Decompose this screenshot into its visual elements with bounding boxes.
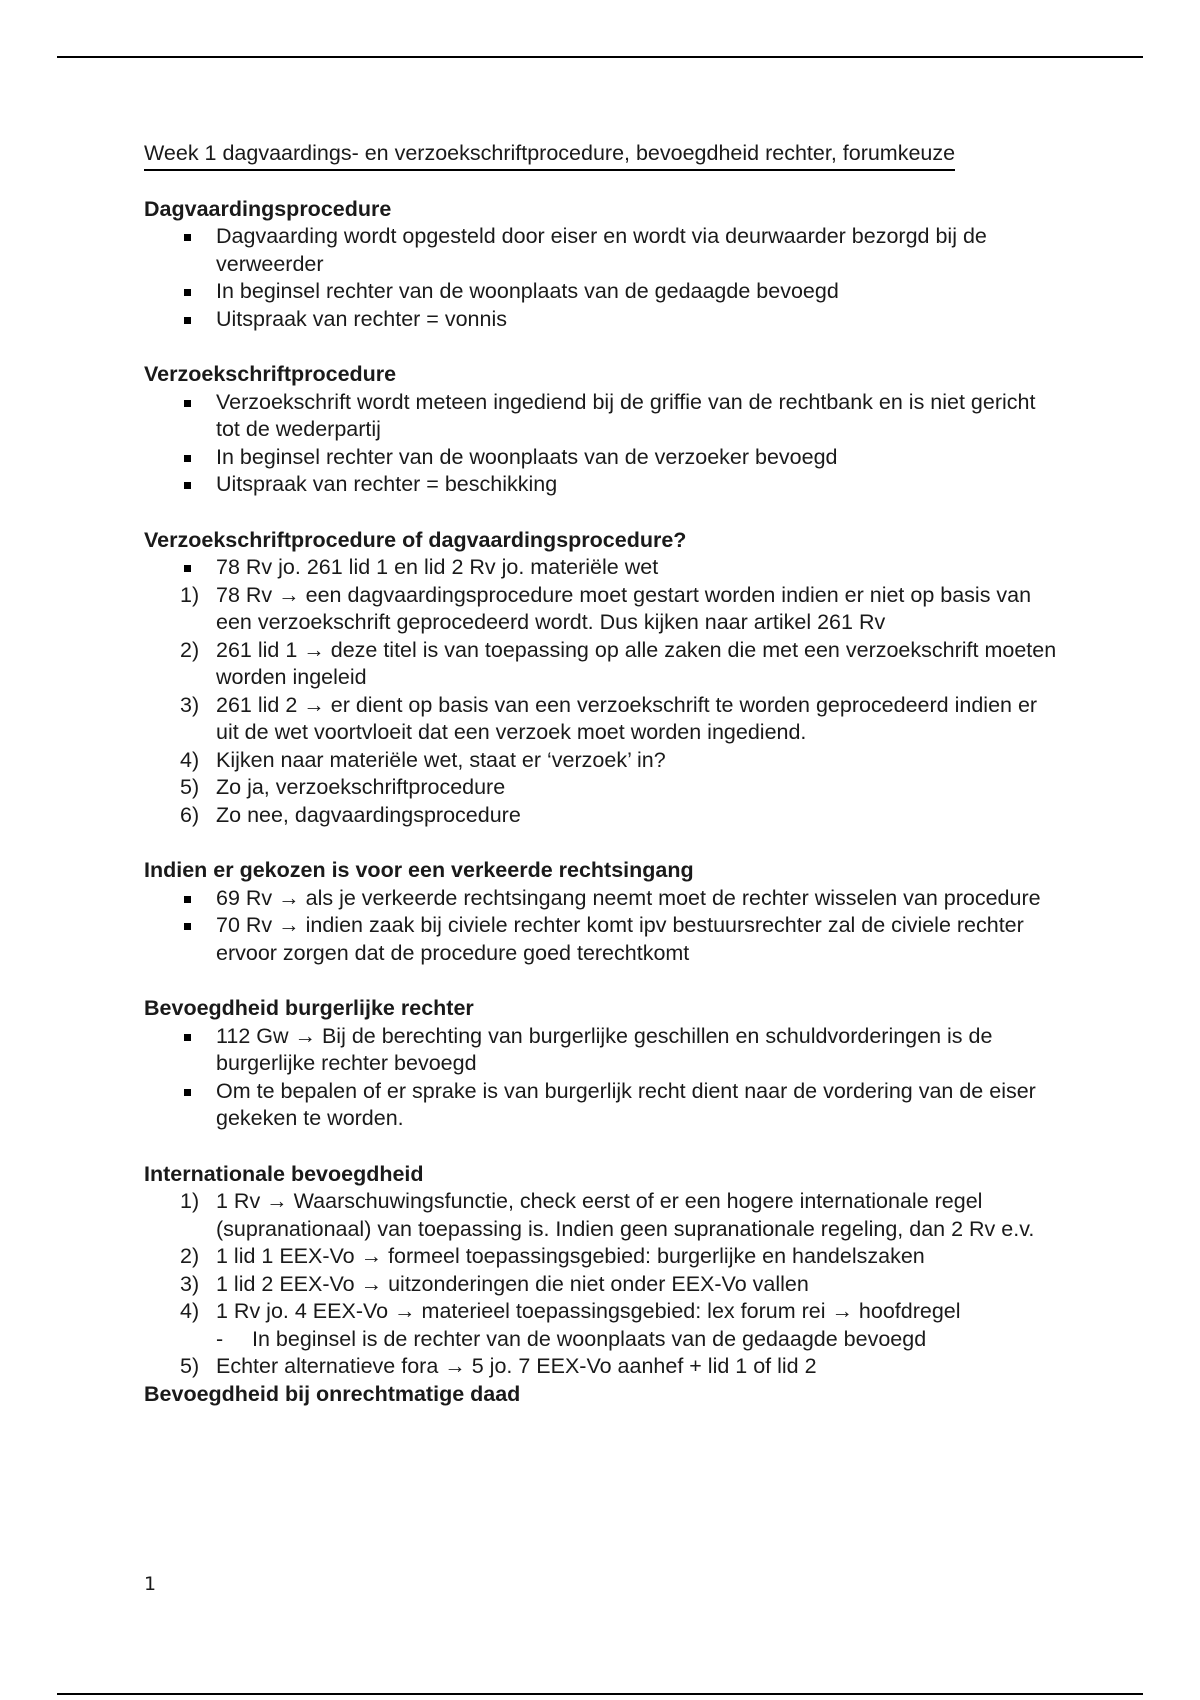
section-internationale-bevoegdheid (144, 1161, 1064, 1381)
list-item (144, 802, 1064, 830)
list-number: 6) (180, 802, 200, 827)
list-item-text: In beginsel rechter van de woonplaats van de gedaagde bevoegd (216, 279, 839, 303)
bullet-icon (184, 317, 191, 324)
mixed-list (144, 554, 1064, 829)
list-item-text: 112 Gw → Bij de berechting van burgerlijke geschillen en schuldvorderingen is de burgerlijke rechter bevoegd (216, 1023, 993, 1075)
list-number: 5) (180, 1354, 200, 1378)
list-item-text: Uitspraak van rechter = beschikking (216, 472, 558, 496)
list-number: 2) (180, 1244, 200, 1268)
list-item (144, 885, 1064, 913)
list-item (144, 912, 1064, 967)
bullet-icon (184, 400, 191, 407)
list-item (144, 223, 1064, 278)
page-number: 1 (144, 1573, 157, 1595)
footer-rule (57, 1693, 1143, 1695)
list-item (144, 1353, 1064, 1381)
bullet-icon (184, 234, 191, 241)
bullet-list (144, 1023, 1064, 1133)
list-item (144, 692, 1064, 747)
list-item-text: 1 Rv → Waarschuwingsfunctie, check eerst of er een hogere internationale regel (supranationaal) van toepassing is. Indien geen supranationale regeling, dan 2 Rv e.v. (216, 1189, 1035, 1241)
bullet-icon (184, 1034, 191, 1041)
list-item-text: 261 lid 1 → deze titel is van toepassing op alle zaken die met een verzoekschrift moeten worden ingeleid (216, 637, 1057, 689)
list-item (144, 306, 1064, 334)
bullet-icon (184, 896, 191, 903)
list-item-text: Dagvaarding wordt opgesteld door eiser en wordt via deurwaarder bezorgd bij de verweerder (216, 224, 987, 276)
list-item-text: Zo nee, dagvaardingsprocedure (216, 802, 521, 827)
section-heading: Indien er gekozen is voor een verkeerde rechtsingang (144, 858, 694, 882)
bullet-list (144, 885, 1064, 968)
list-item (144, 1023, 1064, 1078)
list-item-text: 78 Rv jo. 261 lid 1 en lid 2 Rv jo. materiële wet (216, 555, 659, 579)
bullet-icon (184, 565, 191, 572)
list-item-text: Kijken naar materiële wet, staat er ‘verzoek’ in? (216, 747, 666, 772)
bullet-icon (184, 289, 191, 296)
list-item (144, 471, 1064, 499)
list-number: 4) (180, 747, 200, 772)
section-procedure-keuze (144, 527, 1064, 830)
list-item (144, 582, 1064, 637)
list-number: 3) (180, 1271, 200, 1296)
list-item-text: Uitspraak van rechter = vonnis (216, 306, 507, 331)
list-item (144, 1243, 1064, 1271)
list-item-text: In beginsel is de rechter van de woonplaats van de gedaagde bevoegd (252, 1326, 927, 1351)
bullet-icon (184, 1089, 191, 1096)
dash-marker: - (216, 1326, 224, 1351)
list-item (144, 389, 1064, 444)
list-number: 1) (180, 1189, 200, 1213)
list-number: 1) (180, 582, 200, 607)
list-item (144, 774, 1064, 802)
list-item (144, 747, 1064, 775)
list-number: 2) (180, 637, 200, 662)
list-item-text: 1 lid 2 EEX-Vo → uitzonderingen die niet onder EEX-Vo vallen (216, 1271, 809, 1296)
list-item (144, 637, 1064, 692)
list-item-text: 261 lid 2 → er dient op basis van een verzoekschrift te worden geprocedeerd indien er uit de wet voortvloeit dat een verzoek moet worden ingediend. (216, 692, 1038, 744)
section-verzoekschriftprocedure (144, 361, 1064, 499)
bullet-icon (184, 923, 191, 930)
section-heading: Dagvaardingsprocedure (144, 196, 392, 221)
bullet-icon (184, 482, 191, 489)
list-item-text: In beginsel rechter van de woonplaats van de verzoeker bevoegd (216, 444, 838, 469)
list-number: 5) (180, 775, 200, 799)
section-verkeerde-rechtsingang (144, 857, 1064, 967)
section-heading: Bevoegdheid burgerlijke rechter (144, 996, 474, 1020)
section-dagvaardingsprocedure (144, 196, 1064, 334)
list-number: 4) (180, 1299, 200, 1323)
bullet-list (144, 389, 1064, 499)
list-item (144, 1271, 1064, 1299)
section-heading: Verzoekschriftprocedure of dagvaardingsprocedure? (144, 527, 687, 552)
section-heading: Bevoegdheid bij onrechtmatige daad (144, 1381, 521, 1406)
list-item (144, 554, 1064, 582)
list-number: 3) (180, 692, 200, 717)
list-subitem (144, 1326, 1064, 1354)
list-item-text: 1 Rv jo. 4 EEX-Vo → materieel toepassingsgebied: lex forum rei → hoofdregel (216, 1299, 961, 1323)
section-onrechtmatige-daad (144, 1381, 1064, 1409)
bullet-list (144, 223, 1064, 333)
list-item-text: 1 lid 1 EEX-Vo → formeel toepassingsgebied: burgerlijke en handelszaken (216, 1244, 925, 1268)
section-heading: Internationale bevoegdheid (144, 1161, 424, 1186)
section-burgerlijke-rechter (144, 995, 1064, 1133)
numbered-list (144, 1188, 1064, 1381)
document-body (144, 140, 1064, 1408)
list-item (144, 1078, 1064, 1133)
document-title: Week 1 dagvaardings- en verzoekschriftprocedure, bevoegdheid rechter, forumkeuze (144, 140, 955, 171)
list-item-text: Echter alternatieve fora → 5 jo. 7 EEX-Vo aanhef + lid 1 of lid 2 (216, 1354, 817, 1378)
list-item-text: 78 Rv → een dagvaardingsprocedure moet gestart worden indien er niet op basis van een verzoekschrift geprocedeerd wordt. Dus kijken naar artikel 261 Rv (216, 582, 1032, 634)
list-item-text: 70 Rv → indien zaak bij civiele rechter komt ipv bestuursrechter zal de civiele rechter ervoor zorgen dat de procedure goed terechtkomt (216, 913, 1024, 965)
list-item-text: Verzoekschrift wordt meteen ingediend bij de griffie van de rechtbank en is niet gericht tot de wederpartij (216, 389, 1036, 441)
section-heading: Verzoekschriftprocedure (144, 362, 397, 386)
list-item (144, 1298, 1064, 1326)
list-item-text: Om te bepalen of er sprake is van burgerlijk recht dient naar de vordering van de eiser gekeken te worden. (216, 1078, 1036, 1130)
list-item (144, 278, 1064, 306)
list-item (144, 1188, 1064, 1243)
list-item (144, 444, 1064, 472)
list-item-text: Zo ja, verzoekschriftprocedure (216, 775, 506, 799)
header-rule (57, 56, 1143, 58)
list-item-text: 69 Rv → als je verkeerde rechtsingang neemt moet de rechter wisselen van procedure (216, 885, 1041, 910)
bullet-icon (184, 455, 191, 462)
